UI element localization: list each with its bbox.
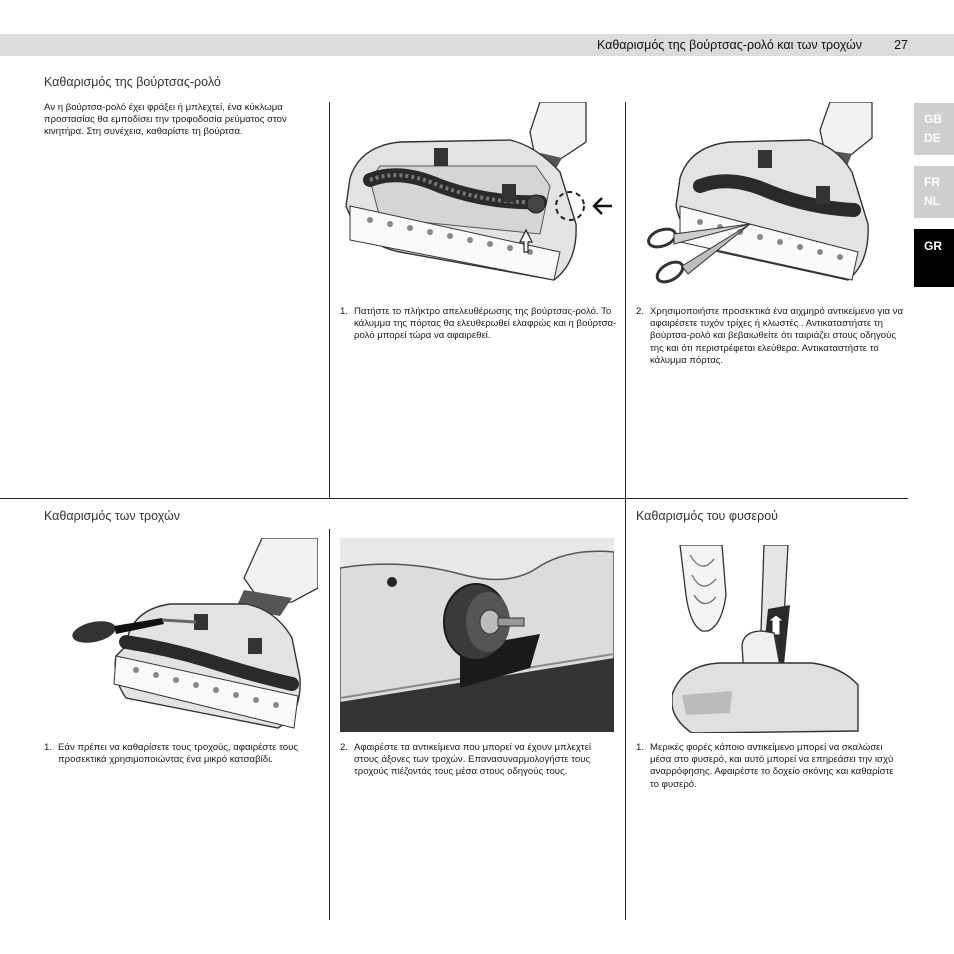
section-heading-nozzle: Καθαρισμός του φυσερού <box>636 509 778 523</box>
figure-wheel-axle <box>340 538 614 732</box>
lang-code-gr: GR <box>924 239 942 253</box>
lang-tab-fr-nl[interactable] <box>914 166 954 218</box>
column-divider <box>625 102 626 498</box>
lang-code-fr: FR <box>924 175 940 189</box>
step-text: Αφαιρέστε τα αντικείμενα που μπορεί να έχουν μπλεχτεί στους άξονες των τροχών. Επανασυναρμολογήστε τους τροχούς πιέζοντάς τους μέσα στους οδηγούς τους. <box>354 742 592 778</box>
lang-code-nl: NL <box>924 194 940 208</box>
figure-scissors-cutting <box>640 102 896 294</box>
column-divider <box>329 529 330 920</box>
brushroll-intro-text: Αν η βούρτσα-ρολό έχει φράξει ή μπλεχτεί, ένα κύκλωμα προστασίας θα εμποδίσει την τροφοδοσία ρεύματος στον κινητήρα. Στη συνέχεια, καθαρίστε τη βούρτσα. <box>44 102 287 138</box>
wheels-step-2 <box>340 742 616 779</box>
brushroll-step-2 <box>636 306 906 367</box>
wheels-step-1 <box>44 742 316 766</box>
section-heading-wheels: Καθαρισμός των τροχών <box>44 509 180 523</box>
figure-screwdriver-wheel <box>66 538 318 732</box>
step-text: Εάν πρέπει να καθαρίσετε τους τροχούς, αφαιρέστε τους προσεκτικά χρησιμοποιώντας ένα μικρό κατσαβίδι. <box>58 742 298 766</box>
lang-code-gb: GB <box>924 112 942 126</box>
figure-brushroll-release <box>340 102 614 294</box>
step-text: Μερικές φορές κάποιο αντικείμενο μπορεί να σκαλώσει μέσα στο φυσερό, και αυτό μπορεί να επηρεάσει την ισχύ αναρρόφησης. Αφαιρέστε το δοχείο σκόνης και καθαρίστε το φυσερό. <box>650 742 894 790</box>
column-divider <box>329 102 330 498</box>
step-number: 1. <box>636 742 645 753</box>
nozzle-step-1 <box>636 742 904 791</box>
column-divider <box>625 499 626 920</box>
step-text: Χρησιμοποιήστε προσεκτικά ένα αιχμηρό αντικείμενο για να αφαιρέσετε τυχόν τρίχες ή κλωστές . Αντικαταστήστε τη βούρτσα-ρολό και βεβαιωθείτε ότι ταιριάζει στους οδηγούς της και ότι περιστρέφεται ελεύθερα. Αντικαταστήστε το κάλυμμα πόρτας. <box>650 306 904 366</box>
step-number: 2. <box>636 306 645 317</box>
lang-code-de: DE <box>924 131 941 145</box>
step-text: Πατήστε το πλήκτρο απελευθέρωσης της βούρτσας-ρολό. Το κάλυμμα της πόρτας θα ελευθερωθεί ελαφρώς και η βούρτσα-ρολό μπορεί τώρα να αφαιρεθεί. <box>354 306 617 342</box>
figure-nozzle-cleaning <box>672 545 862 733</box>
page-header-title: Καθαρισμός της βούρτσας-ρολό και των τροχών <box>596 38 862 52</box>
section-divider <box>0 498 908 499</box>
step-number: 2. <box>340 742 349 753</box>
lang-tab-gr[interactable] <box>914 229 954 287</box>
page-number: 27 <box>894 38 908 52</box>
lang-tab-gb-de[interactable] <box>914 103 954 155</box>
brushroll-step-1 <box>340 306 618 343</box>
step-number: 1. <box>340 306 349 317</box>
step-number: 1. <box>44 742 53 753</box>
section-heading-brushroll: Καθαρισμός της βούρτσας-ρολό <box>44 75 221 89</box>
